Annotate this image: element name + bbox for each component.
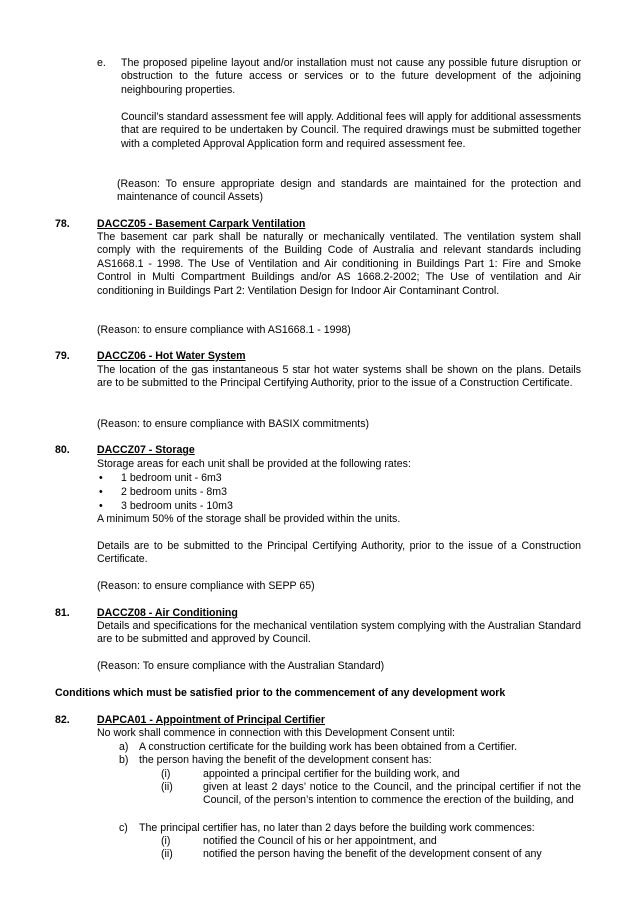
bullet-item: 1 bedroom unit - 6m3 bbox=[121, 472, 222, 484]
bullet-dot: • bbox=[99, 500, 103, 512]
subitem-c-ii-text: notified the person having the benefit of the development consent of any bbox=[203, 848, 542, 860]
condition-heading-79: DACCZ06 - Hot Water System bbox=[97, 350, 246, 362]
condition-reason-81: (Reason: To ensure compliance with the Australian Standard) bbox=[97, 660, 385, 672]
condition-number-82: 82. bbox=[55, 714, 70, 726]
condition-reason-79: (Reason: to ensure compliance with BASIX commitments) bbox=[97, 418, 370, 430]
condition-minimum-80: A minimum 50% of the storage shall be provided within the units. bbox=[97, 513, 401, 525]
subitem-c-text: The principal certifier has, no later than 2 days before the building work commences: bbox=[139, 822, 535, 834]
condition-heading-81: DACCZ08 - Air Conditioning bbox=[97, 607, 238, 619]
condition-body-78: The basement car park shall be naturally or mechanically ventilated. The ventilation system shall comply with the requirements of the Building Code of Australia and relevant standards including AS1668.1 - 1998. The Use of Ventilation and Air conditioning in Buildings Part 1: Fire and Smoke Control in Multi Compartment Buildings and/or AS 1668.2-2002; The Use of ventilation and Air conditioning in Buildings Part 2: Ventilation Design for Indoor Air Contaminant Control. bbox=[97, 231, 581, 297]
condition-number-80: 80. bbox=[55, 444, 70, 456]
bullet-dot: • bbox=[99, 472, 103, 484]
subitem-marker-c-ii: (ii) bbox=[161, 848, 173, 860]
condition-reason-80: (Reason: to ensure compliance with SEPP 65) bbox=[97, 580, 315, 592]
subitem-marker-c-i: (i) bbox=[161, 835, 171, 847]
condition-number-81: 81. bbox=[55, 607, 70, 619]
reason-77: (Reason: To ensure appropriate design and standards are maintained for the protection and maintenance of council Assets) bbox=[117, 178, 581, 204]
condition-heading-80: DACCZ07 - Storage bbox=[97, 444, 195, 456]
subitem-marker-a: a) bbox=[119, 741, 129, 753]
subitem-marker-b-i: (i) bbox=[161, 768, 171, 780]
condition-number-78: 78. bbox=[55, 218, 70, 230]
condition-reason-78: (Reason: to ensure compliance with AS1668.1 - 1998) bbox=[97, 324, 351, 336]
subitem-marker-b: b) bbox=[119, 754, 129, 766]
subitem-b-text: the person having the benefit of the development consent has: bbox=[139, 754, 432, 766]
subitem-c-i-text: notified the Council of his or her appointment, and bbox=[203, 835, 437, 847]
condition-intro-82: No work shall commence in connection with this Development Consent until: bbox=[97, 727, 456, 739]
subitem-b-ii-text: given at least 2 days’ notice to the Council, and the principal certifier if not the Council, of the person’s intention to commence the erection of the building, and bbox=[203, 781, 581, 807]
condition-intro-80: Storage areas for each unit shall be provided at the following rates: bbox=[97, 458, 411, 470]
bullet-item: 2 bedroom units - 8m3 bbox=[121, 486, 227, 498]
list-marker-e: e. bbox=[97, 57, 106, 69]
condition-heading-82: DAPCA01 - Appointment of Principal Certifier bbox=[97, 714, 325, 726]
section-heading: Conditions which must be satisfied prior to the commencement of any development work bbox=[55, 687, 506, 699]
subitem-marker-c: c) bbox=[119, 822, 128, 834]
condition-body-81: Details and specifications for the mechanical ventilation system complying with the Australian Standard are to be submitted and approved by Council. bbox=[97, 620, 581, 646]
condition-details-80: Details are to be submitted to the Principal Certifying Authority, prior to the issue of a Construction Certificate. bbox=[97, 540, 581, 566]
bullet-dot: • bbox=[99, 486, 103, 498]
condition-body-79: The location of the gas instantaneous 5 star hot water systems shall be shown on the plans. Details are to be submitted to the Principal Certifying Authority, prior to the issue of a Construction Certificate. bbox=[97, 364, 581, 390]
subitem-marker-b-ii: (ii) bbox=[161, 781, 173, 793]
bullet-item: 3 bedroom units - 10m3 bbox=[121, 500, 233, 512]
condition-number-79: 79. bbox=[55, 350, 70, 362]
fee-paragraph: Council’s standard assessment fee will apply. Additional fees will apply for additional assessments that are required to be undertaken by Council. The required drawings must be submitted together with a completed Approval Application form and required assessment fee. bbox=[121, 111, 581, 150]
condition-heading-78: DACCZ05 - Basement Carpark Ventilation bbox=[97, 218, 306, 230]
item-e-text: The proposed pipeline layout and/or installation must not cause any possible future disruption or obstruction to the future access or services or to the future development of the adjoining neighbouring properties. bbox=[121, 57, 581, 96]
subitem-b-i-text: appointed a principal certifier for the building work, and bbox=[203, 768, 460, 780]
subitem-a-text: A construction certificate for the building work has been obtained from a Certifier. bbox=[139, 741, 518, 753]
